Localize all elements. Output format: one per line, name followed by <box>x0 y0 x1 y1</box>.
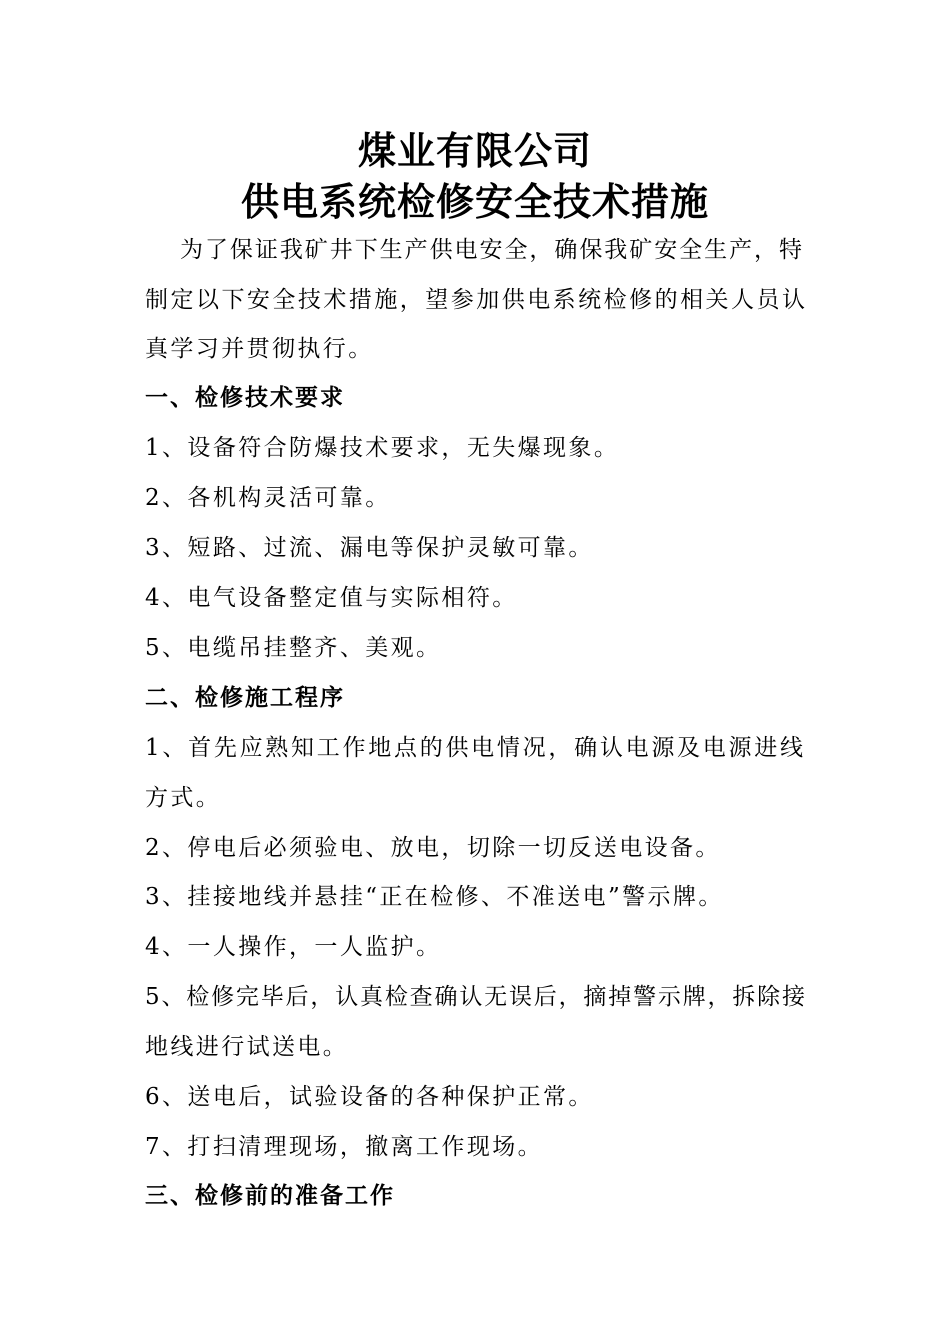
list-item: 1、首先应熟知工作地点的供电情况，确认电源及电源进线 <box>145 735 803 761</box>
list-item: 2、停电后必须验电、放电，切除一切反送电设备。 <box>145 835 721 861</box>
list-item-continuation: 地线进行试送电。 <box>145 1034 349 1060</box>
list-item-continuation: 方式。 <box>145 785 222 811</box>
list-item: 2、各机构灵活可靠。 <box>145 485 391 511</box>
intro-paragraph-line: 为了保证我矿井下生产供电安全，确保我矿安全生产，特 <box>180 237 802 263</box>
list-item: 5、电缆吊挂整齐、美观。 <box>145 635 442 661</box>
intro-paragraph-line: 真学习并贯彻执行。 <box>145 336 374 362</box>
section-heading: 一、检修技术要求 <box>145 385 345 411</box>
company-title: 煤业有限公司 <box>357 129 592 173</box>
section-heading: 二、检修施工程序 <box>145 685 345 711</box>
list-item: 7、打扫清理现场，撤离工作现场。 <box>145 1134 544 1160</box>
list-item: 6、送电后，试验设备的各种保护正常。 <box>145 1084 594 1110</box>
section-heading: 三、检修前的准备工作 <box>145 1183 395 1209</box>
list-item: 5、检修完毕后，认真检查确认无误后，摘掉警示牌，拆除接 <box>145 984 805 1010</box>
list-item: 3、挂接地线并悬挂“正在检修、不准送电”警示牌。 <box>145 884 724 910</box>
list-item: 4、一人操作，一人监护。 <box>145 934 442 960</box>
list-item: 3、短路、过流、漏电等保护灵敏可靠。 <box>145 535 594 561</box>
list-item: 1、设备符合防爆技术要求，无失爆现象。 <box>145 435 620 461</box>
document-title: 供电系统检修安全技术措施 <box>240 180 709 224</box>
intro-paragraph-line: 制定以下安全技术措施，望参加供电系统检修的相关人员认 <box>145 287 805 313</box>
list-item: 4、电气设备整定值与实际相符。 <box>145 585 518 611</box>
